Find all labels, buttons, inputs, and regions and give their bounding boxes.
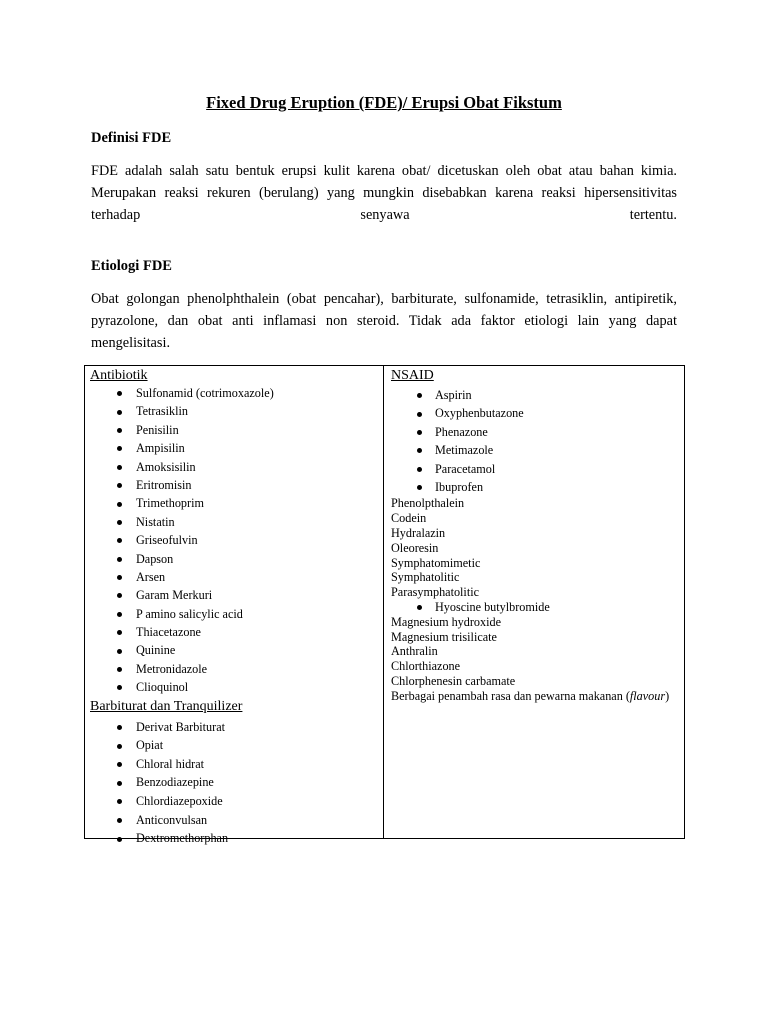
nsaid-heading: NSAID: [391, 368, 434, 383]
list-item: Penisilin: [90, 421, 380, 439]
flavour-line: [391, 689, 683, 704]
list-item: Metronidazole: [90, 660, 380, 678]
list-item: Sulfonamid (cotrimoxazole): [90, 384, 380, 402]
list-item: Arsen: [90, 568, 380, 586]
list-item: Hydralazin: [391, 525, 446, 540]
barbiturat-heading: Barbiturat dan Tranquilizer: [90, 698, 243, 714]
list-item: Chloral hidrat: [90, 755, 380, 774]
list-item: Anticonvulsan: [90, 811, 380, 830]
list-item: Ibuprofen: [391, 478, 683, 496]
list-item: Dapson: [90, 550, 380, 568]
list-item: Dextromethorphan: [90, 829, 380, 848]
list-item: Benzodiazepine: [90, 773, 380, 792]
other-drugs-list-a: [391, 496, 683, 600]
list-item: Garam Merkuri: [90, 586, 380, 604]
parasymphatolitic-list: [391, 600, 683, 615]
definisi-heading: Definisi FDE: [91, 130, 172, 146]
list-item: Griseofulvin: [90, 531, 380, 549]
list-item: Phenolpthalein: [391, 496, 465, 511]
list-item: Magnesium trisilicate: [391, 629, 497, 644]
list-item: Clioquinol: [90, 678, 380, 696]
list-item: Oleoresin: [391, 540, 439, 555]
list-item: Chlordiazepoxide: [90, 792, 380, 811]
list-item: Quinine: [90, 641, 380, 659]
list-item: Opiat: [90, 736, 380, 755]
etiologi-paragraph: Obat golongan phenolphthalein (obat pencahar), barbiturate, sulfonamide, tetrasiklin, antipiretik, pyrazolone, dan obat anti inflamasi non steroid. Tidak ada faktor etiologi lain yang dapat mengelisitasi.: [91, 291, 677, 351]
list-item: Amoksisilin: [90, 458, 380, 476]
flavour-close: ): [665, 688, 670, 703]
antibiotik-heading: Antibiotik: [90, 368, 148, 383]
list-item: Paracetamol: [391, 460, 683, 478]
barbiturat-list: [90, 718, 380, 848]
antibiotik-list: [90, 384, 380, 697]
list-item: Chlorphenesin carbamate: [391, 673, 516, 688]
list-item: Metimazole: [391, 441, 683, 459]
drug-table: [84, 365, 685, 846]
table-left-column: [90, 366, 380, 848]
list-item: Phenazone: [391, 423, 683, 441]
list-item: Derivat Barbiturat: [90, 718, 380, 737]
list-item: Hyoscine butylbromide: [391, 600, 683, 615]
list-item: P amino salicylic acid: [90, 605, 380, 623]
list-item: Chlorthiazone: [391, 659, 461, 674]
list-item: Codein: [391, 511, 427, 526]
definisi-paragraph: FDE adalah salah satu bentuk erupsi kulit karena obat/ dicetuskan oleh obat atau bahan kimia. Merupakan reaksi rekuren (berulang) yang mungkin disebabkan karena reaksi hipersensitivitas terhadap senyawa tertentu.: [91, 163, 677, 223]
other-drugs-list-b: [391, 615, 683, 689]
list-item: Magnesium hydroxide: [391, 614, 502, 629]
list-item: Tetrasiklin: [90, 402, 380, 420]
list-item: Aspirin: [391, 386, 683, 404]
flavour-italic: flavour: [629, 688, 666, 703]
flavour-text: Berbagai penambah rasa dan pewarna makanan (: [391, 688, 630, 703]
list-item: Symphatomimetic: [391, 555, 481, 570]
table-right-column: [391, 366, 683, 704]
list-item: Symphatolitic: [391, 570, 460, 585]
table-divider: [383, 366, 384, 838]
list-item: Trimethoprim: [90, 494, 380, 512]
etiologi-heading: Etiologi FDE: [91, 258, 172, 274]
list-item: Anthralin: [391, 644, 438, 659]
list-item: Thiacetazone: [90, 623, 380, 641]
list-item: Ampisilin: [90, 439, 380, 457]
list-item: Oxyphenbutazone: [391, 404, 683, 422]
document-title: Fixed Drug Eruption (FDE)/ Erupsi Obat Fikstum: [206, 93, 562, 112]
list-item: Nistatin: [90, 513, 380, 531]
list-item: Eritromisin: [90, 476, 380, 494]
list-item: Parasymphatolitic: [391, 585, 480, 600]
nsaid-list: [391, 386, 683, 496]
